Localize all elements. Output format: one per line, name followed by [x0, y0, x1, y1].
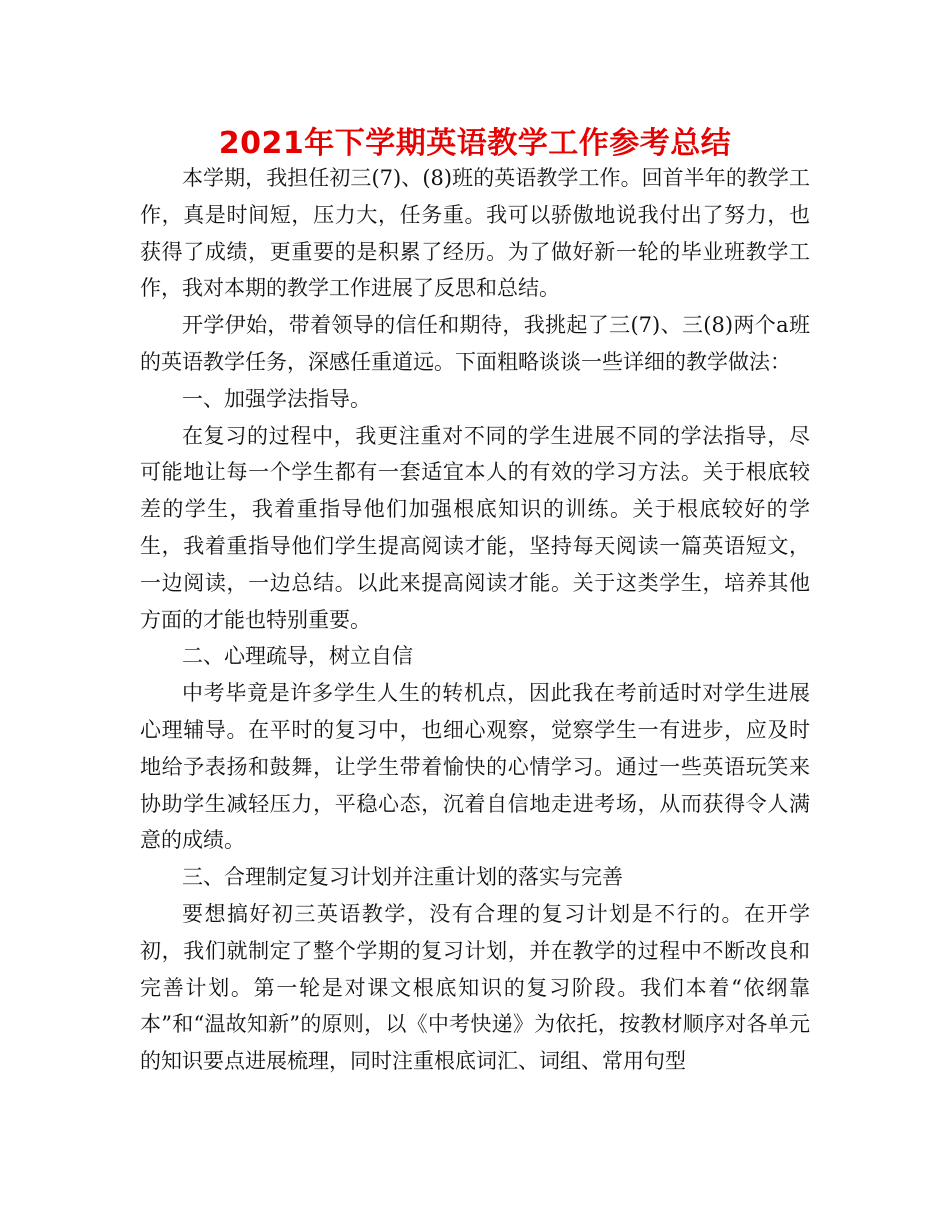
- paragraph: 本学期，我担任初三(7)、(8)班的英语教学工作。回首半年的教学工作，真是时间短，压力大，任务重。我可以骄傲地说我付出了努力，也获得了成绩，更重要的是积累了经历。为了做好新一轮的毕业班教学工作，我对本期的教学工作进展了反思和总结。: [140, 166, 810, 301]
- document-body: [140, 160, 810, 1080]
- section-heading: 二、心理疏导，树立自信: [182, 644, 413, 669]
- section-heading: 一、加强学法指导。: [182, 386, 371, 411]
- paragraph: 开学伊始，带着领导的信任和期待，我挑起了三(7)、三(8)两个a班的英语教学任务，深感任重道远。下面粗略谈谈一些详细的教学做法：: [140, 313, 810, 374]
- paragraph: 中考毕竟是许多学生人生的转机点，因此我在考前适时对学生进展心理辅导。在平时的复习中，也细心观察，觉察学生一有进步，应及时地给予表扬和鼓舞，让学生带着愉快的心情学习。通过一些英语玩笑来协助学生减轻压力，平稳心态，沉着自信地走进考场，从而获得令人满意的成绩。: [140, 681, 810, 853]
- paragraph: 在复习的过程中，我更注重对不同的学生进展不同的学法指导，尽可能地让每一个学生都有一套适宜本人的有效的学习方法。关于根底较差的学生，我着重指导他们加强根底知识的训练。关于根底较好的学生，我着重指导他们学生提高阅读才能，坚持每天阅读一篇英语短文，一边阅读，一边总结。以此来提高阅读才能。关于这类学生，培养其他方面的才能也特别重要。: [140, 423, 810, 632]
- document-title: 2021年下学期英语教学工作参考总结: [218, 126, 732, 161]
- paragraph: 要想搞好初三英语教学，没有合理的复习计划是不行的。在开学初，我们就制定了整个学期的复习计划，并在教学的过程中不断改良和完善计划。第一轮是对课文根底知识的复习阶段。我们本着“依纲靠本”和“温故知新”的原则，以《中考快递》为依托，按教材顺序对各单元的知识要点进展梳理，同时注重根底词汇、词组、常用句型: [140, 901, 810, 1074]
- section-heading: 三、合理制定复习计划并注重计划的落实与完善: [182, 865, 623, 890]
